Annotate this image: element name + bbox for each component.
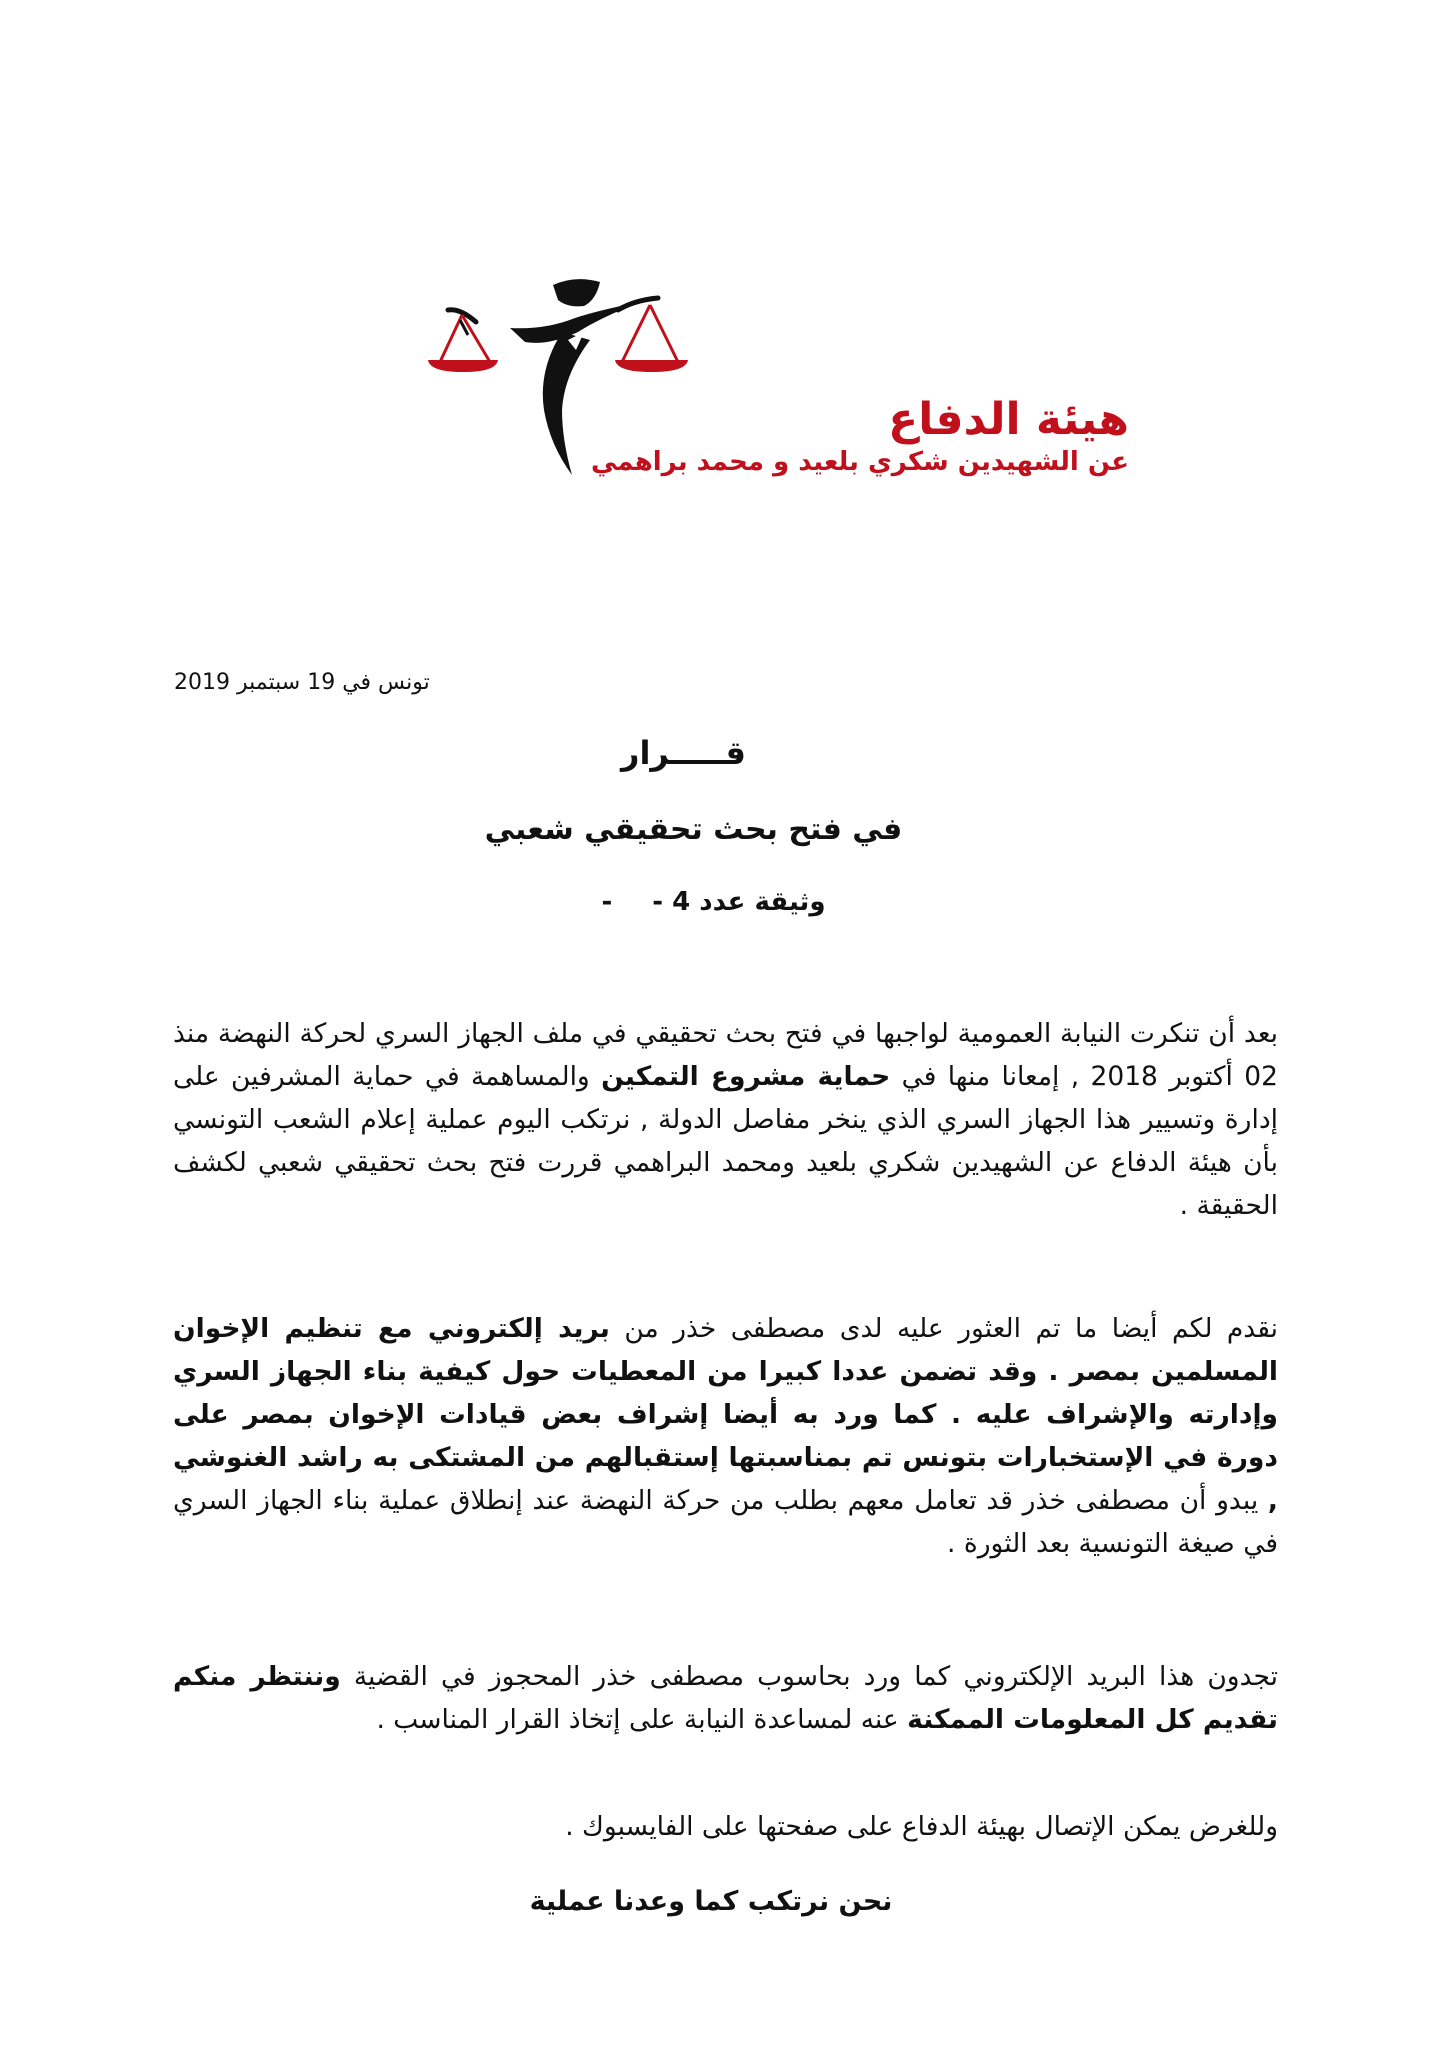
document-number-dash: - <box>601 887 613 917</box>
paragraph-1 <box>173 1012 1278 1227</box>
paragraph-3-text-a: تجدون هذا البريد الإلكتروني كما ورد بحاسوب مصطفى خذر المحجوز في القضية <box>340 1661 1279 1692</box>
paragraph-3-bold: وننتظر منكم تقديم كل المعلومات الممكنة <box>173 1661 1278 1735</box>
paragraph-4-text: وللغرض يمكن الإتصال بهيئة الدفاع على صفحتها على الفايسبوك . <box>565 1811 1278 1842</box>
closing-statement: نحن نرتكب كما وعدنا عملية <box>529 1886 893 1917</box>
paragraph-3-text-b: عنه لمساعدة النيابة على إتخاذ القرار المناسب . <box>376 1704 908 1735</box>
document-subtitle: في فتح بحث تحقيقي شعبي <box>484 812 903 847</box>
paragraph-2-bold: بريد إلكتروني مع تنظيم الإخوان المسلمين بمصر . وقد تضمن عددا كبيرا من المعطيات حول كيفية بناء الجهاز السري وإدارته والإشراف عليه . كما ورد به أيضا إشراف بعض قيادات الإخوان بمصر على دورة في الإستخبارات بتونس تم بمناسبتها إستقبالهم من المشتكى به راشد الغنوشي , <box>173 1313 1278 1516</box>
document-title: قـــــرار <box>621 734 746 772</box>
document-date: تونس في 19 سبتمبر 2019 <box>174 670 430 695</box>
document-number <box>0 882 1447 922</box>
document-number-label: وثيقة عدد 4 - <box>652 887 826 917</box>
paragraph-2 <box>173 1307 1278 1565</box>
paragraph-1-text-a: بعد أن تنكرت النيابة العمومية لواجبها في فتح بحث تحقيقي في ملف الجهاز السري لحركة النهضة منذ 02 أكتوبر 2018 , إمعانا منها في <box>173 1018 1278 1092</box>
logo-title: هيئة الدفاع <box>888 394 1129 445</box>
paragraph-1-bold: حماية مشروع التمكين <box>601 1061 891 1092</box>
paragraph-3 <box>173 1655 1278 1741</box>
paragraph-2-text-b: يبدو أن مصطفى خذر قد تعامل معهم بطلب من حركة النهضة عند إنطلاق عملية بناء الجهاز السري في صيغة التونسية بعد الثورة . <box>173 1485 1278 1559</box>
paragraph-4 <box>173 1805 1278 1848</box>
paragraph-2-text-a: نقدم لكم أيضا ما تم العثور عليه لدى مصطفى خذر من <box>609 1313 1278 1344</box>
paragraph-1-text-b: والمساهمة في حماية المشرفين على إدارة وتسيير هذا الجهاز السري الذي ينخر مفاصل الدولة , نرتكب اليوم عملية إعلام الشعب التونسي بأن هيئة الدفاع عن الشهيدين شكري بلعيد ومحمد البراهمي قررت فتح بحث تحقيقي شعبي لكشف الحقيقة . <box>173 1061 1278 1221</box>
logo-subtitle: عن الشهيدين شكري بلعيد و محمد براهمي <box>591 447 1129 477</box>
